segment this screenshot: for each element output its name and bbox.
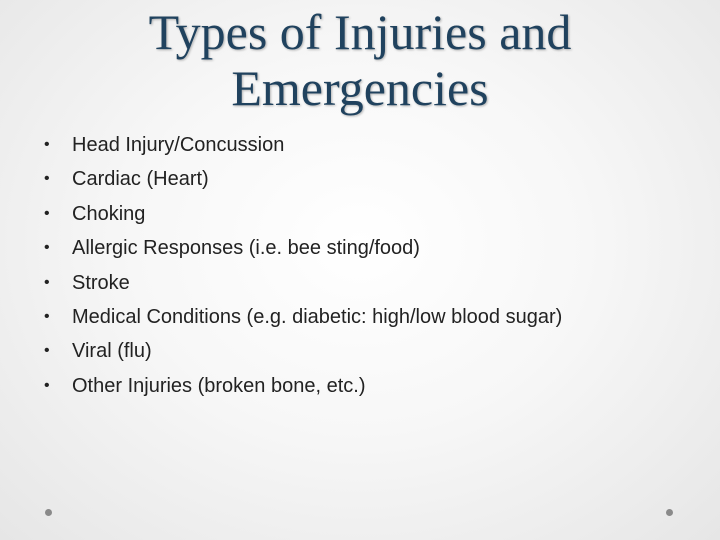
bullet-text: Medical Conditions (e.g. diabetic: high/low blood sugar): [72, 305, 563, 328]
slide-title: [60, 4, 660, 116]
title-line-1: Types of Injuries and: [148, 4, 572, 60]
bullet-item-cardiac: [44, 162, 694, 196]
bullet-icon: •: [44, 273, 50, 291]
bullet-list: [44, 128, 694, 403]
bullet-text: Cardiac (Heart): [72, 168, 209, 191]
bullet-text: Allergic Responses (i.e. bee sting/food): [72, 237, 420, 260]
decorative-dot-icon: [45, 509, 52, 516]
bullet-item-allergic: [44, 231, 694, 265]
bullet-text: Choking: [72, 202, 146, 225]
bullet-icon: •: [44, 239, 50, 257]
bullet-icon: •: [44, 170, 50, 188]
bullet-item-medical-conditions: [44, 300, 694, 334]
bullet-item-other-injuries: [44, 369, 694, 403]
bullet-item-head-injury: [44, 128, 694, 162]
bullet-text: Viral (flu): [72, 340, 152, 363]
bullet-icon: •: [44, 136, 50, 153]
bullet-icon: •: [44, 204, 50, 222]
decorative-dot-icon: [666, 509, 673, 516]
bullet-item-viral: [44, 334, 694, 368]
bullet-icon: •: [44, 342, 50, 360]
title-line-2: Emergencies: [231, 60, 489, 116]
bullet-item-stroke: [44, 266, 694, 300]
bullet-text: Head Injury/Concussion: [72, 134, 285, 156]
bullet-item-choking: [44, 197, 694, 231]
bullet-text: Other Injuries (broken bone, etc.): [72, 374, 366, 397]
bullet-icon: •: [44, 307, 50, 325]
bullet-text: Stroke: [72, 271, 130, 294]
bullet-icon: •: [44, 376, 50, 394]
